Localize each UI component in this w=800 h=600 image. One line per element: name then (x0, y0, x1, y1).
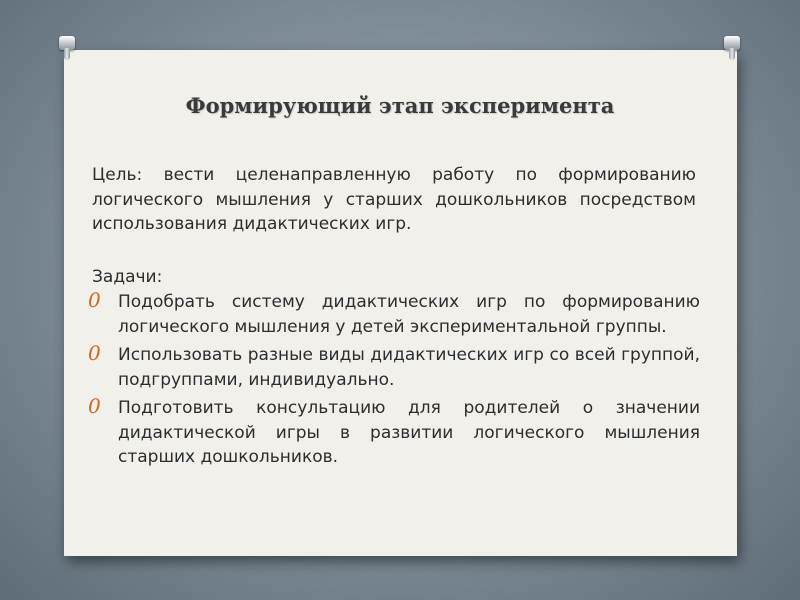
bullet-icon: 0 (88, 288, 101, 312)
task-text: Подобрать систему дидактических игр по формированию логического мышления у детей экспериментальной группы. (118, 292, 700, 337)
task-text: Подготовить консультацию для родителей о значении дидактической игры в развитии логического мышления старших дошкольников. (118, 398, 700, 467)
list-item (88, 396, 700, 470)
slide-title: Формирующий этап эксперимента (185, 93, 615, 118)
list-item (88, 343, 700, 392)
task-text: Использовать разные виды дидактических игр со всей группой, подгруппами, индивидуально. (118, 345, 700, 390)
bullet-icon: 0 (88, 341, 101, 365)
tasks-list (88, 290, 700, 474)
pushpin-icon (724, 36, 740, 62)
list-item (88, 290, 700, 339)
tasks-heading: Задачи: (92, 267, 163, 287)
bullet-icon: 0 (88, 394, 101, 418)
pushpin-icon (59, 36, 75, 62)
goal-text: Цель: вести целенаправленную работу по формированию логического мышления у старших дошкольников посредством использования дидактических игр. (92, 165, 696, 234)
